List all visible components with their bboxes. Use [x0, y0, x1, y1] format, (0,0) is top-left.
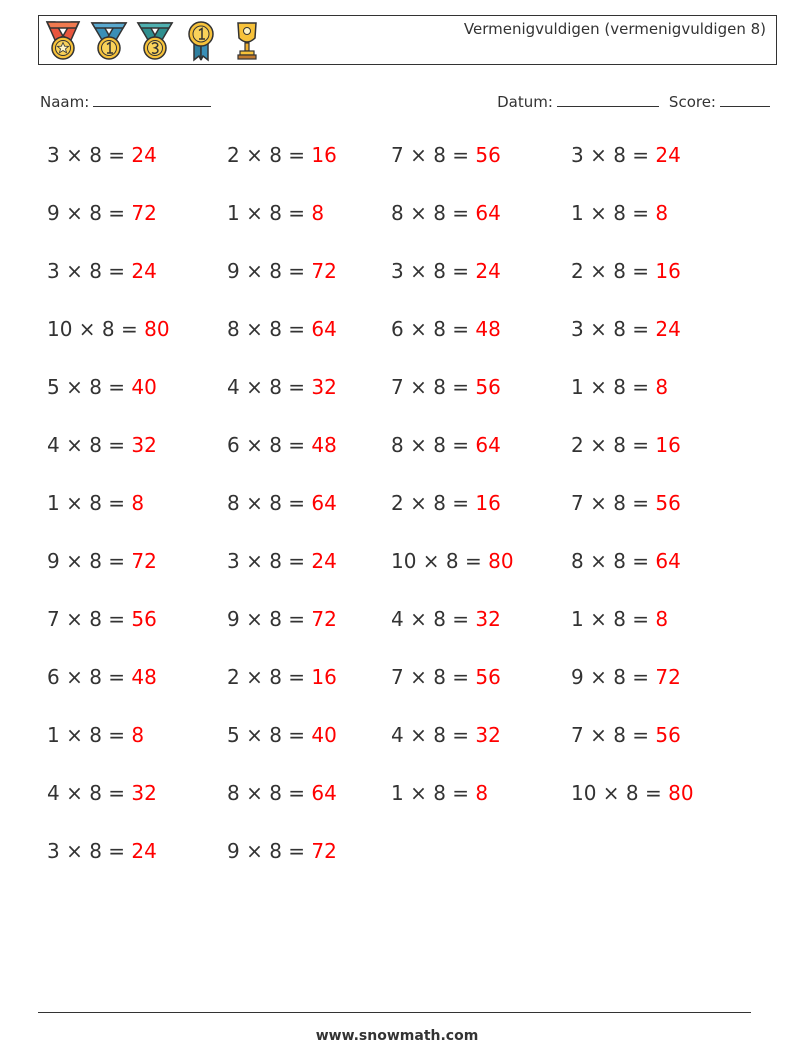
problem-answer: 24: [655, 143, 681, 167]
problem-question: 9 × 8 =: [227, 839, 312, 863]
problem-item: [227, 259, 337, 283]
problem-question: 1 × 8 =: [571, 201, 656, 225]
problem-answer: 72: [131, 201, 157, 225]
problem-item: [47, 433, 157, 457]
problem-question: 3 × 8 =: [227, 549, 312, 573]
problem-answer: 8: [131, 723, 145, 747]
problem-answer: 32: [475, 607, 501, 631]
problem-answer: 16: [655, 433, 681, 457]
problem-question: 3 × 8 =: [391, 259, 476, 283]
name-label: Naam:: [40, 93, 90, 111]
problem-item: [391, 143, 501, 167]
problem-item: [227, 375, 337, 399]
problem-question: 7 × 8 =: [571, 723, 656, 747]
problem-question: 8 × 8 =: [571, 549, 656, 573]
name-blank[interactable]: [93, 92, 211, 107]
problem-answer: 64: [475, 201, 501, 225]
problem-question: 2 × 8 =: [227, 665, 312, 689]
date-label: Datum:: [497, 93, 553, 111]
problem-answer: 16: [311, 143, 337, 167]
problem-question: 6 × 8 =: [47, 665, 132, 689]
problem-answer: 72: [131, 549, 157, 573]
problem-question: 9 × 8 =: [227, 259, 312, 283]
problem-answer: 56: [475, 375, 501, 399]
problem-question: 4 × 8 =: [227, 375, 312, 399]
problem-item: [571, 781, 694, 805]
problem-item: [571, 433, 681, 457]
problem-answer: 32: [311, 375, 337, 399]
problem-item: [391, 607, 501, 631]
medal-icons: [43, 21, 267, 61]
problem-item: [391, 549, 514, 573]
problem-answer: 24: [655, 317, 681, 341]
problem-answer: 64: [311, 491, 337, 515]
problem-question: 8 × 8 =: [227, 317, 312, 341]
problem-item: [227, 781, 337, 805]
problem-item: [47, 781, 157, 805]
problem-item: [391, 375, 501, 399]
problem-question: 7 × 8 =: [47, 607, 132, 631]
problem-question: 1 × 8 =: [47, 723, 132, 747]
first-place-ribbon-icon: [181, 20, 221, 62]
problem-item: [391, 723, 501, 747]
star-medal-icon: [43, 20, 83, 62]
problem-item: [227, 839, 337, 863]
problem-answer: 56: [655, 723, 681, 747]
problem-item: [571, 665, 681, 689]
problem-item: [391, 781, 488, 805]
problem-item: [391, 259, 501, 283]
problem-item: [47, 549, 157, 573]
problem-item: [227, 143, 337, 167]
score-label: Score:: [668, 93, 716, 111]
problem-answer: 16: [311, 665, 337, 689]
problem-item: [571, 375, 668, 399]
problem-item: [391, 665, 501, 689]
problem-item: [571, 607, 668, 631]
problem-answer: 24: [311, 549, 337, 573]
problem-question: 9 × 8 =: [571, 665, 656, 689]
problem-question: 1 × 8 =: [227, 201, 312, 225]
problem-item: [47, 143, 157, 167]
problem-item: [47, 201, 157, 225]
problem-answer: 32: [131, 433, 157, 457]
problem-question: 4 × 8 =: [47, 433, 132, 457]
problem-item: [47, 839, 157, 863]
problem-answer: 80: [144, 317, 170, 341]
problem-item: [227, 665, 337, 689]
problem-answer: 64: [475, 433, 501, 457]
problem-question: 9 × 8 =: [47, 549, 132, 573]
problem-answer: 32: [475, 723, 501, 747]
problem-question: 1 × 8 =: [571, 607, 656, 631]
trophy-icon: [227, 20, 267, 62]
problem-answer: 40: [311, 723, 337, 747]
problem-answer: 8: [655, 375, 669, 399]
problem-item: [227, 317, 337, 341]
problem-answer: 24: [475, 259, 501, 283]
problem-question: 7 × 8 =: [571, 491, 656, 515]
problem-answer: 8: [655, 607, 669, 631]
problem-question: 4 × 8 =: [391, 607, 476, 631]
problem-item: [47, 491, 144, 515]
problem-item: [391, 433, 501, 457]
problem-item: [47, 317, 170, 341]
problem-answer: 48: [311, 433, 337, 457]
problem-answer: 8: [131, 491, 145, 515]
problem-question: 2 × 8 =: [571, 259, 656, 283]
problem-item: [227, 607, 337, 631]
third-place-medal-icon: [135, 20, 175, 62]
problem-item: [571, 143, 681, 167]
problem-answer: 64: [311, 317, 337, 341]
problem-item: [571, 259, 681, 283]
problem-item: [571, 317, 681, 341]
problem-question: 8 × 8 =: [391, 201, 476, 225]
problem-item: [227, 549, 337, 573]
problem-item: [227, 491, 337, 515]
problem-answer: 56: [475, 665, 501, 689]
problem-question: 10 × 8 =: [391, 549, 489, 573]
problem-question: 9 × 8 =: [227, 607, 312, 631]
first-place-medal-icon: [89, 20, 129, 62]
problem-answer: 56: [655, 491, 681, 515]
problem-answer: 8: [655, 201, 669, 225]
problem-answer: 24: [131, 143, 157, 167]
problem-question: 3 × 8 =: [571, 143, 656, 167]
footer-divider: [38, 1012, 751, 1013]
problem-question: 8 × 8 =: [391, 433, 476, 457]
problem-answer: 16: [655, 259, 681, 283]
problem-answer: 80: [488, 549, 514, 573]
problem-question: 3 × 8 =: [571, 317, 656, 341]
problem-answer: 16: [475, 491, 501, 515]
problem-question: 10 × 8 =: [571, 781, 669, 805]
problem-item: [47, 375, 157, 399]
problem-item: [571, 723, 681, 747]
problem-question: 7 × 8 =: [391, 375, 476, 399]
problem-answer: 56: [131, 607, 157, 631]
problem-question: 3 × 8 =: [47, 143, 132, 167]
problem-item: [47, 607, 157, 631]
problem-question: 7 × 8 =: [391, 143, 476, 167]
problem-question: 5 × 8 =: [47, 375, 132, 399]
problem-question: 2 × 8 =: [391, 491, 476, 515]
problem-answer: 80: [668, 781, 694, 805]
problem-answer: 32: [131, 781, 157, 805]
problem-answer: 72: [655, 665, 681, 689]
problem-question: 3 × 8 =: [47, 259, 132, 283]
problem-item: [47, 723, 144, 747]
problem-answer: 64: [655, 549, 681, 573]
problem-question: 6 × 8 =: [227, 433, 312, 457]
score-blank[interactable]: [720, 92, 770, 107]
date-score-fields: [497, 92, 770, 111]
footer-website: www.snowmath.com: [315, 1028, 479, 1044]
problem-question: 4 × 8 =: [47, 781, 132, 805]
problem-answer: 56: [475, 143, 501, 167]
problem-answer: 40: [131, 375, 157, 399]
problem-question: 2 × 8 =: [227, 143, 312, 167]
problem-question: 8 × 8 =: [227, 491, 312, 515]
problem-question: 1 × 8 =: [571, 375, 656, 399]
problem-question: 1 × 8 =: [391, 781, 476, 805]
problem-question: 8 × 8 =: [227, 781, 312, 805]
problem-question: 5 × 8 =: [227, 723, 312, 747]
problem-question: 4 × 8 =: [391, 723, 476, 747]
problem-question: 2 × 8 =: [571, 433, 656, 457]
problem-item: [227, 723, 337, 747]
worksheet-title: Vermenigvuldigen (vermenigvuldigen 8): [463, 20, 766, 38]
problem-answer: 48: [475, 317, 501, 341]
problem-question: 3 × 8 =: [47, 839, 132, 863]
problem-question: 9 × 8 =: [47, 201, 132, 225]
problem-question: 1 × 8 =: [47, 491, 132, 515]
problem-answer: 8: [475, 781, 489, 805]
problem-answer: 8: [311, 201, 325, 225]
problem-item: [227, 433, 337, 457]
problem-answer: 48: [131, 665, 157, 689]
problem-question: 7 × 8 =: [391, 665, 476, 689]
problem-item: [571, 491, 681, 515]
problem-item: [391, 317, 501, 341]
problem-item: [571, 549, 681, 573]
date-blank[interactable]: [557, 92, 659, 107]
problem-answer: 72: [311, 607, 337, 631]
problem-answer: 64: [311, 781, 337, 805]
problem-item: [47, 665, 157, 689]
header-box: [38, 15, 777, 65]
problem-item: [391, 201, 501, 225]
problem-answer: 24: [131, 259, 157, 283]
problem-answer: 72: [311, 839, 337, 863]
problem-question: 10 × 8 =: [47, 317, 145, 341]
name-field: [40, 92, 211, 111]
problem-answer: 72: [311, 259, 337, 283]
problem-item: [227, 201, 324, 225]
problem-item: [47, 259, 157, 283]
problem-item: [391, 491, 501, 515]
problem-item: [571, 201, 668, 225]
problem-question: 6 × 8 =: [391, 317, 476, 341]
problem-answer: 24: [131, 839, 157, 863]
